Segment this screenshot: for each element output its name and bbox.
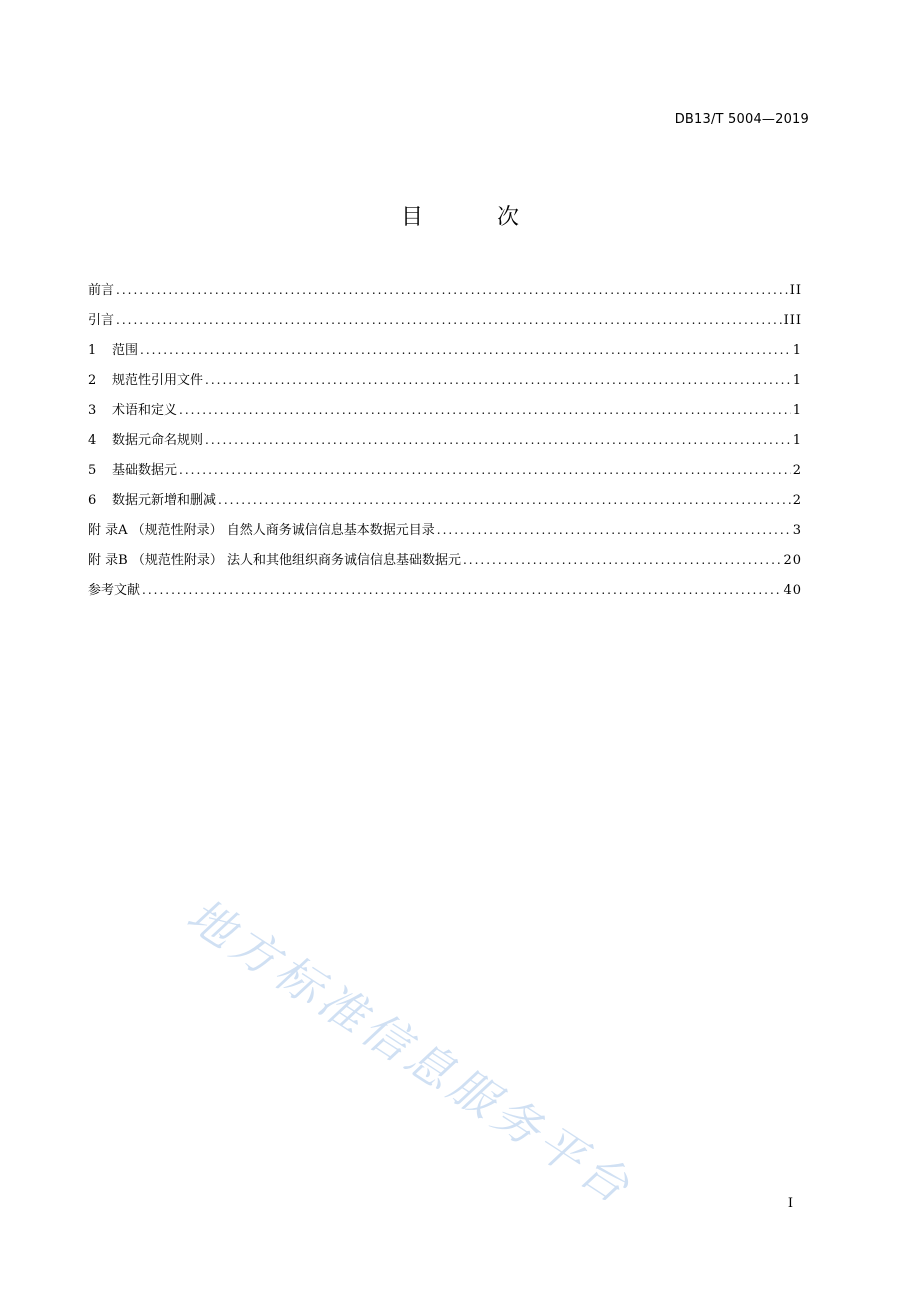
watermark-text: 地方标准信息服务平台 [177,887,644,1217]
toc-entry-page: II [789,283,802,298]
table-of-contents [88,278,802,608]
toc-entry[interactable] [88,278,802,308]
toc-entry-number: 6 [88,493,97,508]
toc-entry[interactable] [88,368,802,398]
toc-entry-label: 数据元新增和删减 [112,493,217,508]
toc-entry[interactable] [88,428,802,458]
toc-entry[interactable] [88,338,802,368]
toc-leader-dots [218,488,791,512]
toc-entry[interactable] [88,548,802,578]
toc-leader-dots [140,338,791,362]
toc-entry-page: 20 [783,553,802,568]
toc-leader-dots [205,368,791,392]
toc-entry-number: 4 [88,433,97,448]
toc-entry-label: 数据元命名规则 [112,433,204,448]
toc-entry-page: 1 [792,403,802,418]
toc-entry-number: 1 [88,343,97,358]
toc-leader-dots [179,398,791,422]
toc-entry-label: 前言 [88,283,115,298]
document-code: DB13/T 5004—2019 [674,112,809,127]
toc-entry[interactable] [88,398,802,428]
toc-entry-label: 引言 [88,313,115,328]
toc-entry[interactable] [88,518,802,548]
toc-entry-page: 1 [792,343,802,358]
toc-entry-page: 2 [792,493,802,508]
toc-leader-dots [463,548,782,572]
toc-leader-dots [437,518,791,542]
toc-entry-label: 范围 [112,343,139,358]
toc-entry-page: 40 [783,583,802,598]
toc-entry-page: 1 [792,433,802,448]
toc-entry-label: 规范性引用文件 [112,373,204,388]
toc-leader-dots [179,458,791,482]
toc-entry-label: 附 录B （规范性附录） 法人和其他组织商务诚信信息基础数据元 [88,553,461,568]
toc-entry-label: 参考文献 [88,583,141,598]
toc-entry-label: 附 录A （规范性附录） 自然人商务诚信信息基本数据元目录 [88,523,435,538]
toc-leader-dots [205,428,791,452]
toc-entry[interactable] [88,488,802,518]
toc-entry-page: 2 [792,463,802,478]
toc-entry[interactable] [88,308,802,338]
toc-entry-number: 2 [88,373,97,388]
toc-entry-page: 3 [792,523,802,538]
toc-entry-page: 1 [792,373,802,388]
toc-leader-dots [116,308,782,332]
page-number: I [787,1196,793,1211]
toc-entry[interactable] [88,578,802,608]
toc-entry-label: 术语和定义 [112,403,178,418]
toc-entry-page: III [783,313,802,328]
toc-entry[interactable] [88,458,802,488]
toc-entry-number: 3 [88,403,97,418]
toc-leader-dots [116,278,788,302]
toc-leader-dots [142,578,781,602]
toc-entry-number: 5 [88,463,97,478]
toc-entry-label: 基础数据元 [112,463,178,478]
page-title: 目 次 [400,205,545,230]
